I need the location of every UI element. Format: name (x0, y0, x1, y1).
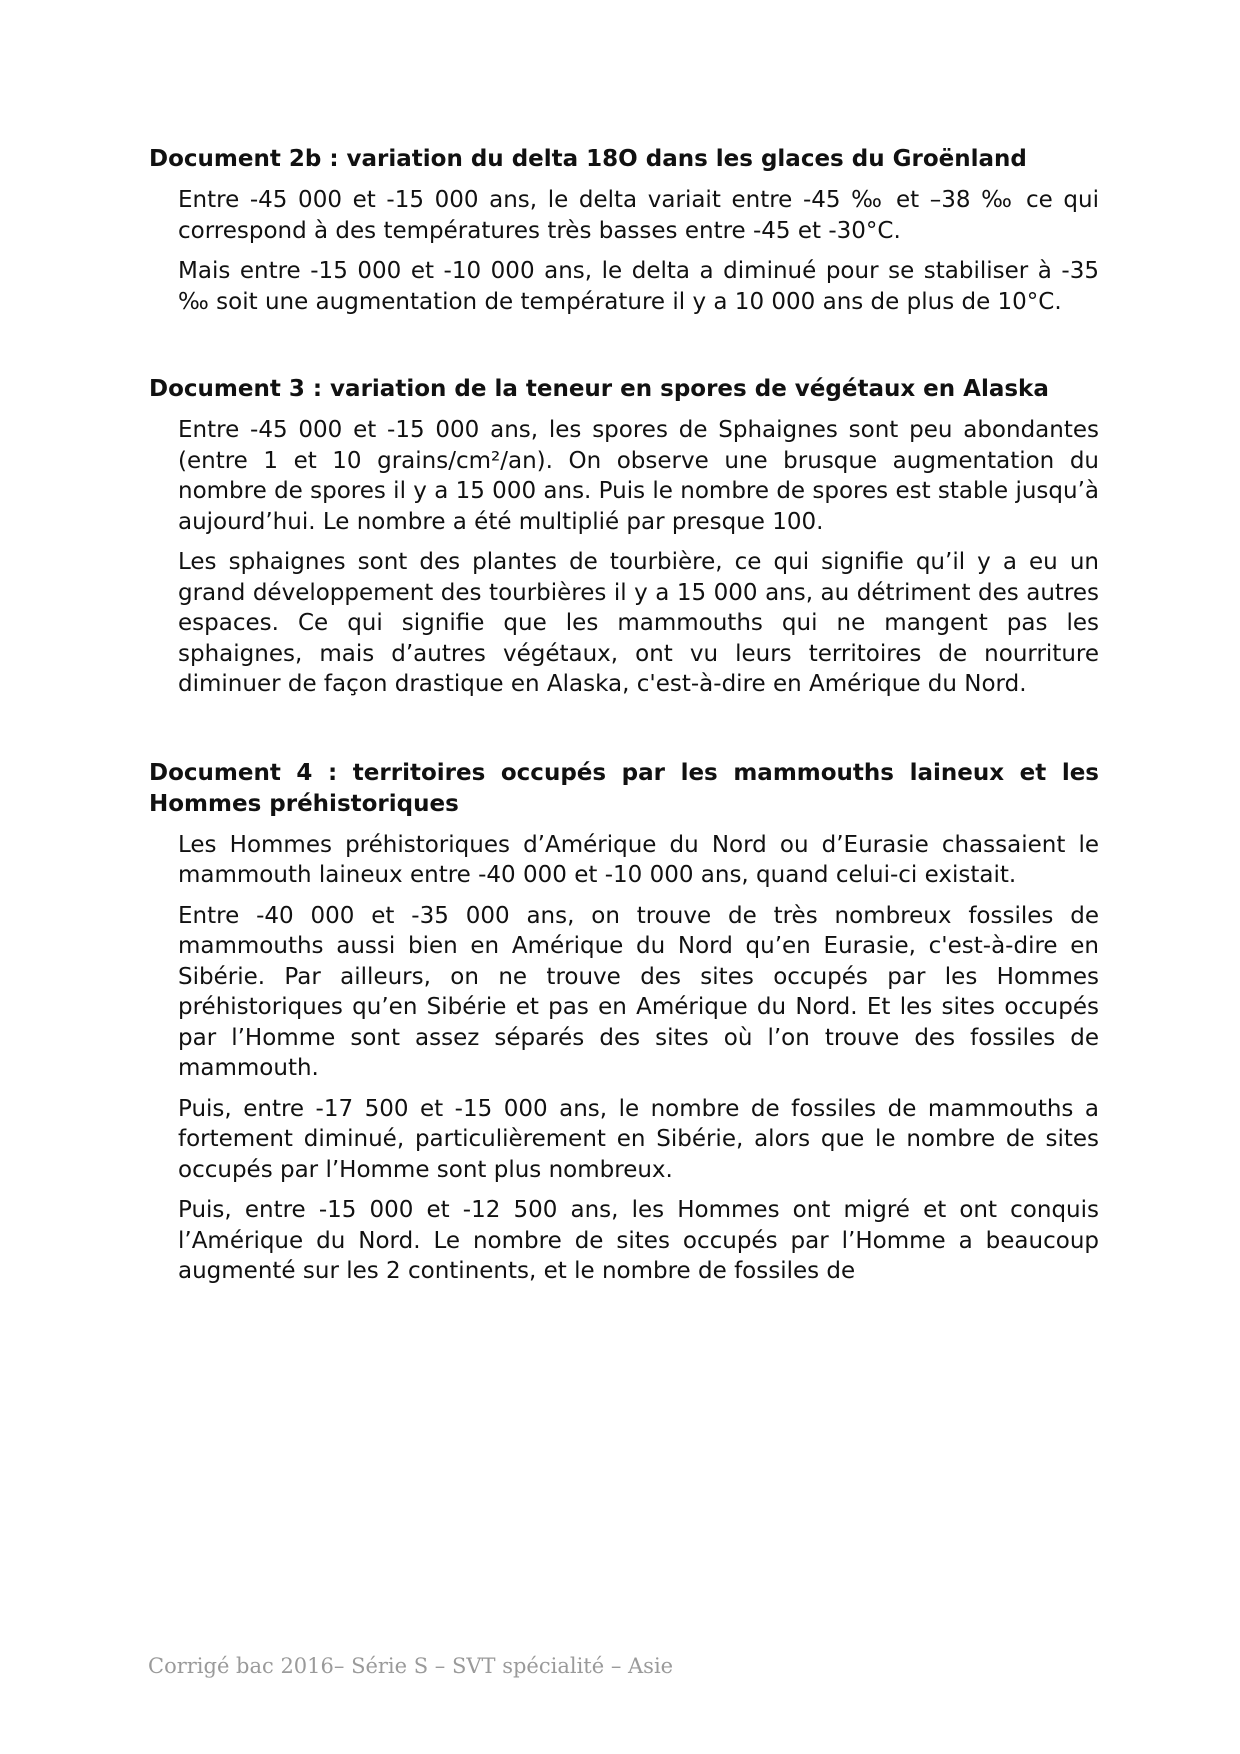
section-title: Document 2b : variation du delta 18O dans les glaces du Groënland (149, 146, 1027, 172)
paragraph: Entre -45 000 et -15 000 ans, le delta variait entre -45 ‰ et –38 ‰ ce qui correspond à des températures très basses entre -45 et -30°C. (178, 187, 1099, 244)
paragraph: Puis, entre -15 000 et -12 500 ans, les Hommes ont migré et ont conquis l’Amérique du Nord. Le nombre de sites occupés par l’Homme a beaucoup augmenté sur les 2 continents, et le nombre de fossiles de (178, 1197, 1099, 1284)
page-footer: Corrigé bac 2016– Série S – SVT spécialité – Asie (148, 1654, 674, 1678)
document-body (149, 144, 1099, 1287)
section-title: Document 3 : variation de la teneur en spores de végétaux en Alaska (149, 376, 1049, 402)
paragraph: Mais entre -15 000 et -10 000 ans, le delta a diminué pour se stabiliser à -35 ‰ soit une augmentation de température il y a 10 000 ans de plus de 10°C. (178, 258, 1099, 315)
paragraph: Les Hommes préhistoriques d’Amérique du Nord ou d’Eurasie chassaient le mammouth laineux entre -40 000 et -10 000 ans, quand celui-ci existait. (178, 831, 1099, 888)
paragraph: Entre -45 000 et -15 000 ans, les spores de Sphaignes sont peu abondantes (entre 1 et 10 grains/cm²/an). On observe une brusque augmentation du nombre de spores il y a 15 000 ans. Puis le nombre de spores est stable jusqu’à aujourd’hui. Le nombre a été multiplié par presque 100. (178, 417, 1099, 535)
section-document-2b (149, 144, 1099, 317)
section-title: Document 4 : territoires occupés par les mammouths laineux et les Hommes préhistoriques (149, 759, 1099, 817)
section-document-3 (149, 374, 1099, 700)
paragraph: Entre -40 000 et -35 000 ans, on trouve de très nombreux fossiles de mammouths aussi bien en Amérique du Nord qu’en Eurasie, c'est-à-dire en Sibérie. Par ailleurs, on ne trouve des sites occupés par les Hommes préhistoriques qu’en Sibérie et pas en Amérique du Nord. Et les sites occupés par l’Homme sont assez séparés des sites où l’on trouve des fossiles de mammouth. (178, 902, 1099, 1081)
paragraph: Les sphaignes sont des plantes de tourbière, ce qui signifie qu’il y a eu un grand développement des tourbières il y a 15 000 ans, au détriment des autres espaces. Ce qui signifie que les mammouths qui ne mangent pas les sphaignes, mais d’autres végétaux, ont vu leurs territoires de nourriture diminuer de façon drastique en Alaska, c'est-à-dire en Amérique du Nord. (178, 549, 1099, 697)
paragraph: Puis, entre -17 500 et -15 000 ans, le nombre de fossiles de mammouths a fortement diminué, particulièrement en Sibérie, alors que le nombre de sites occupés par l’Homme sont plus nombreux. (178, 1095, 1099, 1183)
section-document-4 (149, 758, 1099, 1287)
